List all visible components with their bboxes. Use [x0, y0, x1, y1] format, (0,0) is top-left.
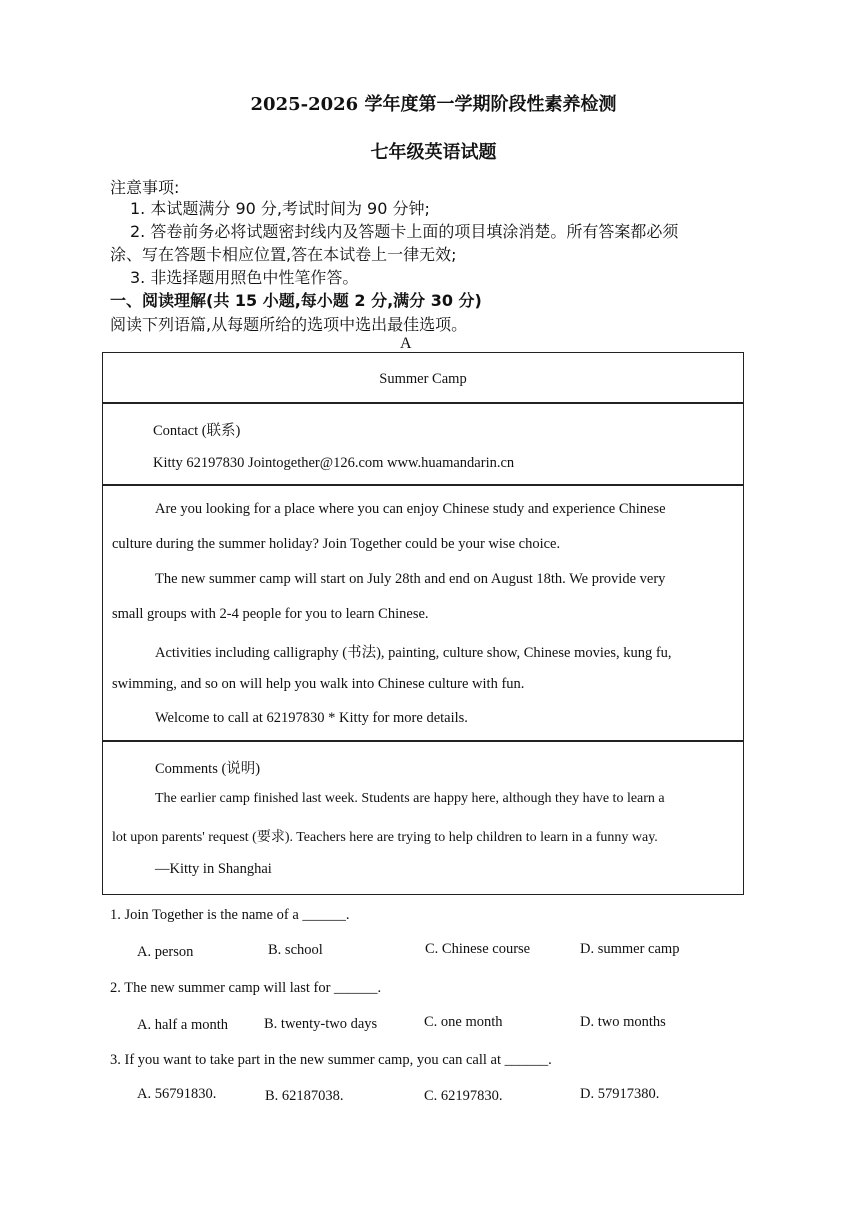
question-1-option-a: A. person: [137, 944, 194, 960]
section-heading: 一、阅读理解(共 15 小题,每小题 2 分,满分 30 分): [110, 291, 482, 310]
question-2-option-b: B. twenty-two days: [264, 1016, 378, 1032]
question-3-option-d: D. 57917380.: [580, 1086, 660, 1102]
exam-subtitle: 七年级英语试题: [370, 142, 497, 163]
notes-item-3: 3. 非选择题用照色中性笔作答。: [130, 268, 359, 287]
question-2-stem: 2. The new summer camp will last for ______.: [110, 980, 382, 996]
question-2-option-c: C. one month: [424, 1014, 503, 1030]
question-1-option-b: B. school: [268, 942, 323, 958]
comment-signature: —Kitty in Shanghai: [155, 861, 272, 877]
question-1-option-c: C. Chinese course: [425, 941, 531, 957]
para-1-line-2: culture during the summer holiday? Join Together could be your wise choice.: [112, 536, 561, 552]
question-2-option-d: D. two months: [580, 1014, 666, 1030]
notes-item-1: 1. 本试题满分 90 分,考试时间为 90 分钟;: [130, 199, 430, 218]
passage-title: Summer Camp: [379, 371, 467, 387]
para-2-line-2: small groups with 2-4 people for you to learn Chinese.: [112, 606, 429, 622]
para-3-line-2: swimming, and so on will help you walk into Chinese culture with fun.: [112, 676, 525, 692]
passage-title-box: [102, 352, 744, 404]
question-3-option-a: A. 56791830.: [137, 1086, 217, 1102]
question-1-option-d: D. summer camp: [580, 941, 680, 957]
para-4: Welcome to call at 62197830 * Kitty for more details.: [155, 710, 468, 726]
para-3-line-1: Activities including calligraphy (书法), painting, culture show, Chinese movies, kung fu,: [155, 645, 672, 661]
notes-item-2-line-1: 2. 答卷前务必将试题密封线内及答题卡上面的项目填涂消楚。所有答案都必须: [130, 222, 679, 241]
passage-body-box: [102, 484, 744, 742]
contact-box: [102, 402, 744, 486]
exam-title: 2025-2026 学年度第一学期阶段性素养检测: [250, 94, 617, 115]
para-1-line-1: Are you looking for a place where you can enjoy Chinese study and experience Chinese: [155, 501, 666, 517]
section-instruction: 阅读下列语篇,从每题所给的选项中选出最佳选项。: [110, 315, 468, 334]
notes-item-2-line-2: 涂、写在答题卡相应位置,答在本试卷上一律无效;: [110, 245, 457, 264]
question-3-option-c: C. 62197830.: [424, 1088, 503, 1104]
question-3-stem: 3. If you want to take part in the new summer camp, you can call at ______.: [110, 1052, 552, 1068]
comment-line-1: The earlier camp finished last week. Students are happy here, although they have to learn a: [155, 791, 665, 806]
notes-heading: 注意事项:: [110, 178, 180, 197]
passage-label: A: [400, 335, 412, 352]
contact-info: Kitty 62197830 Jointogether@126.com www.huamandarin.cn: [153, 455, 515, 471]
question-1-stem: 1. Join Together is the name of a ______.: [110, 907, 350, 923]
contact-label: Contact (联系): [153, 423, 241, 439]
comment-line-2: lot upon parents' request (要求). Teachers here are trying to help children to learn in a funny way.: [112, 830, 658, 845]
comments-label: Comments (说明): [155, 761, 261, 777]
question-2-option-a: A. half a month: [137, 1017, 229, 1033]
question-3-option-b: B. 62187038.: [265, 1088, 344, 1104]
comments-box: [102, 740, 744, 895]
para-2-line-1: The new summer camp will start on July 28th and end on August 18th. We provide very: [155, 571, 666, 587]
